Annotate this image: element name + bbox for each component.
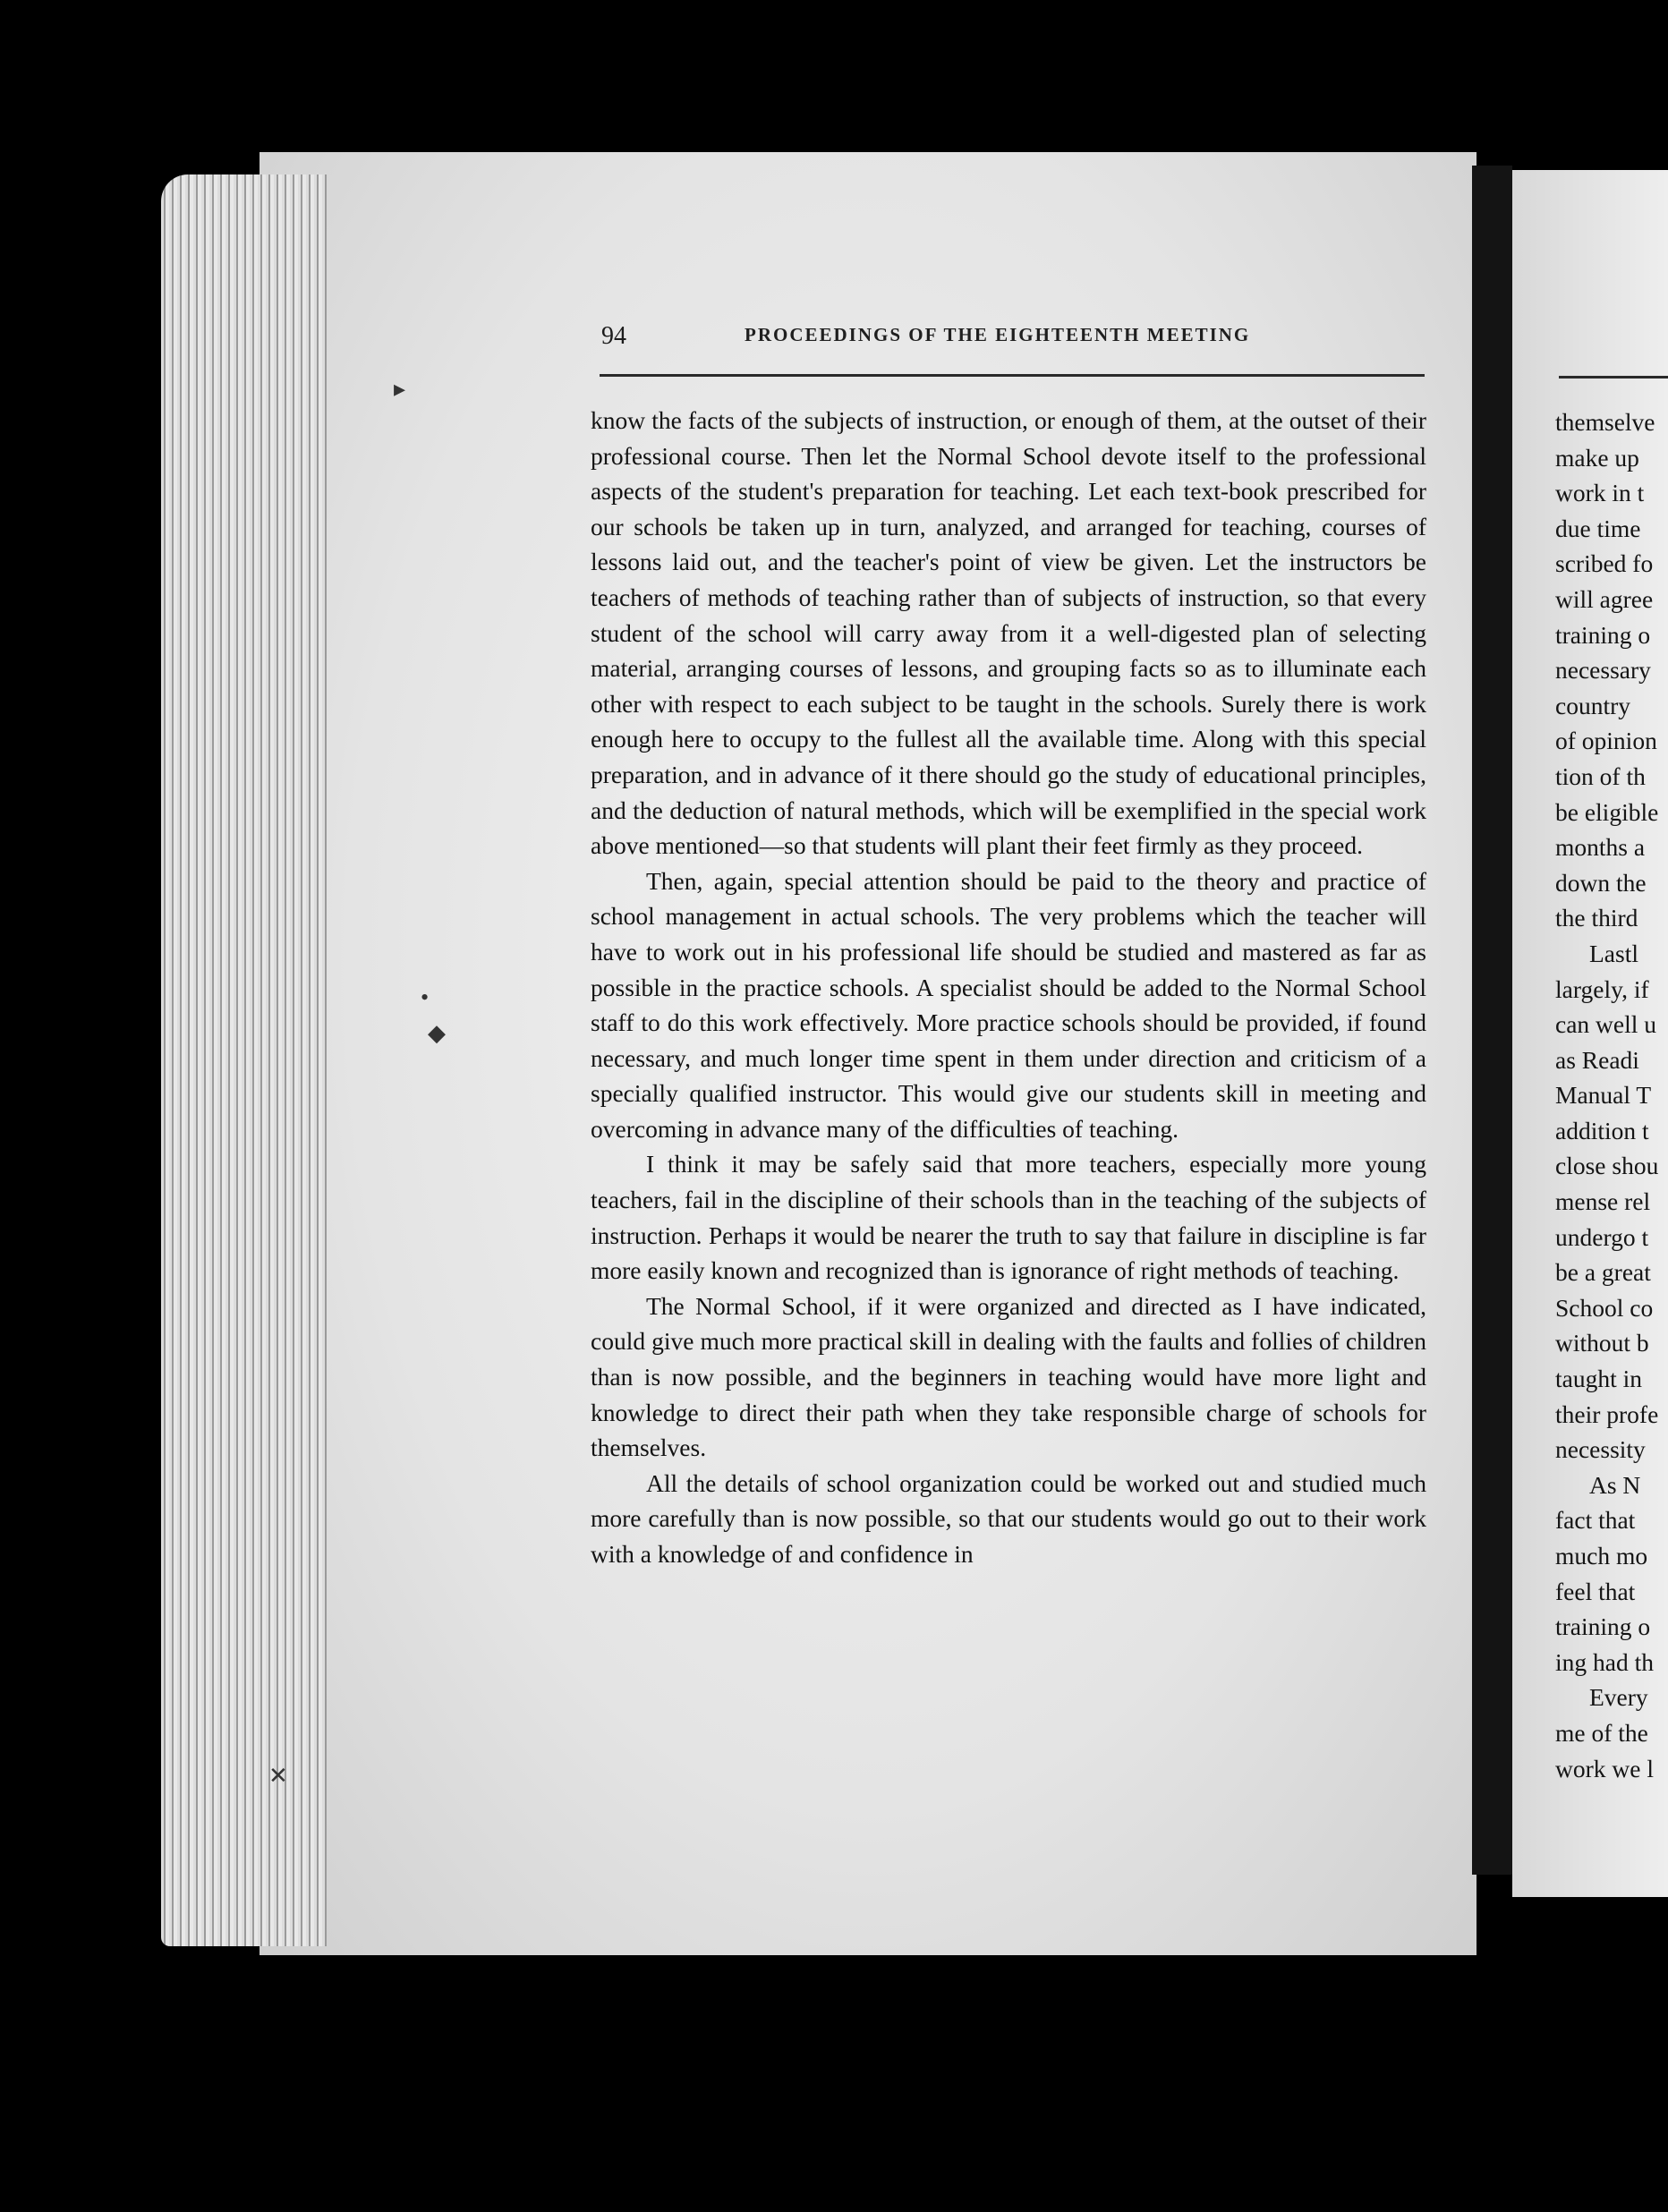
facing-page-line: of opinion (1555, 727, 1657, 755)
facing-page-line: without b (1555, 1329, 1649, 1357)
facing-page-line: be eligible (1555, 797, 1659, 826)
facing-page-rule (1559, 376, 1668, 379)
running-head: PROCEEDINGS OF THE EIGHTEENTH MEETING (745, 324, 1251, 345)
page-edges (161, 174, 327, 1946)
facing-page-line: down the (1555, 868, 1647, 897)
facing-page-line: ing had th (1555, 1647, 1654, 1676)
facing-page-line: training o (1555, 620, 1651, 649)
facing-page-line: the third (1555, 904, 1638, 932)
facing-page-line: me of the (1555, 1718, 1648, 1747)
paragraph: I think it may be safely said that more teachers, especially more young teachers, fail in the discipline of their schools than in the teaching of the subjects of instruction. Perhaps it would be nearer the truth to say that failure in discipline is far more easily known and recognized than is ignorance of right methods of teaching. (591, 1150, 1426, 1285)
facing-page-text (1555, 404, 1668, 1786)
facing-page-line: as Readi (1555, 1045, 1639, 1074)
book-gutter (1472, 166, 1512, 1875)
facing-page-line: necessity (1555, 1435, 1646, 1464)
paragraph: know the facts of the subjects of instruction, or enough of them, at the outset of their professional course. Then let the Normal School devote itself to the professional aspects of the student's preparation for teaching. Let each text-book prescribed for our schools be taken up in turn, analyzed, and arranged for teaching, courses of lessons laid out, and the teacher's point of view be given. Let the instructors be teachers of methods of teaching rather than of subjects of instruction, so that every student of the school will carry away from it a well-digested plan of selecting material, arranging courses of lessons, and grouping facts so as to illuminate each other with respect to each subject to be taught in the schools. Surely there is work enough here to occupy to the fullest all the available time. Along with this special preparation, and in advance of it there should go the study of educational principles, and the deduction of natural methods, which will be exemplified in the special work above mentioned—so that students will plant their feet firmly as they proceed. (591, 406, 1426, 860)
facing-page-line: themselve (1555, 408, 1655, 436)
facing-page-line: feel that (1555, 1577, 1636, 1605)
paragraph: All the details of school organization could be worked out and studied much more carefully than is now possible, so that our students would go out to their work with a knowledge of and confidence in (591, 1468, 1426, 1568)
facing-page-line: scribed fo (1555, 549, 1654, 578)
facing-page-line: be a great (1555, 1258, 1651, 1287)
facing-page-line: addition t (1555, 1116, 1649, 1144)
facing-page-line: mense rel (1555, 1187, 1651, 1216)
facing-page-line: months a (1555, 833, 1646, 862)
facing-page-line: Lastl (1589, 939, 1638, 967)
facing-page-line: make up (1555, 443, 1639, 472)
facing-page-line: will agree (1555, 584, 1654, 613)
speck-mark: ◆ (428, 1020, 446, 1046)
facing-page-line: fact that (1555, 1506, 1636, 1535)
header-rule (600, 374, 1425, 377)
paragraph: Then, again, special attention should be paid to the theory and practice of school management in actual schools. The very problems which the teacher will have to work out in his professional life should be studied and mastered as far as possible in the practice schools. A specialist should be added to the Normal School staff to do this work effectively. More practice schools should be provided, if found necessary, and much longer time spent in them under direction and criticism of a specially qualified instructor. This would give our students skill in meeting and overcoming in advance many of the difficulties of teaching. (591, 866, 1426, 1143)
facing-page-line: their profe (1555, 1400, 1659, 1428)
facing-page-line: taught in (1555, 1365, 1643, 1393)
body-text (591, 403, 1426, 1572)
facing-page-line: training o (1555, 1612, 1651, 1641)
speck-mark: ✕ (268, 1763, 288, 1789)
facing-page-line: can well u (1555, 1010, 1657, 1039)
paragraph: The Normal School, if it were organized and directed as I have indicated, could give much more practical skill in dealing with the faults and follies of children than is now possible, and the beginners in teaching would have more light and knowledge to direct their path when they take responsible charge of schools for themselves. (591, 1291, 1426, 1462)
speck-mark: ▸ (394, 376, 406, 402)
facing-page-line: Manual T (1555, 1081, 1652, 1110)
facing-page-line: work we l (1555, 1754, 1654, 1782)
facing-page-line: tion of th (1555, 761, 1646, 790)
facing-page-line: due time (1555, 514, 1641, 542)
facing-page-line: close shou (1555, 1152, 1659, 1180)
facing-page-line: Every (1589, 1683, 1648, 1712)
facing-page-line: As N (1589, 1470, 1641, 1499)
facing-page-line: largely, if (1555, 974, 1649, 1003)
facing-page-line: much mo (1555, 1542, 1648, 1570)
page-number: 94 (601, 322, 626, 350)
facing-page-line: necessary (1555, 656, 1651, 685)
facing-page-line: undergo t (1555, 1222, 1649, 1251)
page-header (601, 322, 1425, 358)
facing-page-line: School co (1555, 1293, 1654, 1322)
facing-page-line: country (1555, 691, 1631, 719)
facing-page-line: work in t (1555, 479, 1645, 507)
speck-mark: • (421, 984, 430, 1010)
